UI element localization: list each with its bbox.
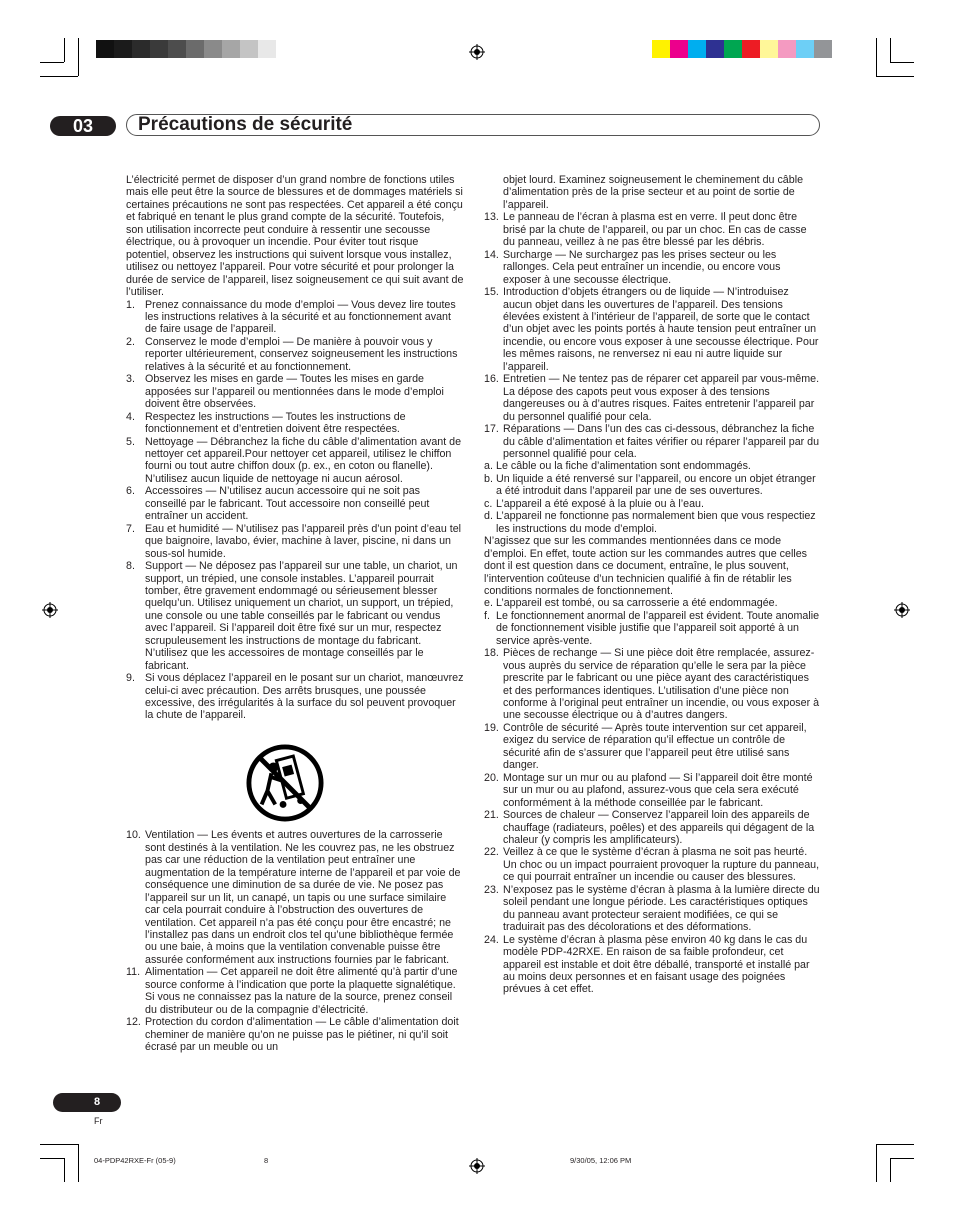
list-item <box>126 966 464 1016</box>
calibration-swatch <box>132 40 150 58</box>
crop-mark <box>890 62 914 63</box>
list-item <box>484 423 820 460</box>
list-item-text: Contrôle de sécurité — Après toute intervention sur cet appareil, exigez du service de réparation qu’il effectue un contrôle de sécurité afin de s’assurer que l’appareil peut être utilisé sans danger. <box>503 721 807 772</box>
list-item-text: Support — Ne déposez pas l’appareil sur une table, un chariot, un support, un trépied, une console instables. L’appareil pourrait tomber, être gravement endommagé ou sérieusement blesser quelqu’un. Utilisez uniquement un chariot, un support, un trépied, une console ou une table conseillés par le fabricant ou vendus avec l’appareil. Si l’appareil doit être fixé sur un mur, respectez scrupuleusement les instructions de montage du fabricant. N’utilisez que les accessoires de montage conseillés par le fabricant. <box>145 560 458 672</box>
continuation-paragraph: objet lourd. Examinez soigneusement le cheminement du câble d’alimentation près de la prise secteur et au point de sortie de l’appareil. <box>503 174 804 211</box>
list-item <box>126 373 464 410</box>
list-item <box>484 373 820 423</box>
sub-list-item-text: Un liquide a été renversé sur l’appareil, ou encore un objet étranger a été introduit dans l’appareil par une de ses ouvertures. <box>496 472 816 498</box>
list-item <box>126 411 464 436</box>
list-item <box>484 809 820 846</box>
list-item-text: Montage sur un mur ou au plafond — Si l’appareil doit être monté sur un mur ou au plafond, assurez-vous que cela sera exécuté conformément à la méthode conseillée par le fabricant. <box>503 771 813 809</box>
crop-mark <box>40 62 64 63</box>
list-item-text: Pièces de rechange — Si une pièce doit être remplacée, assurez-vous auprès du service de réparation qu’elle le sera par la pièce prescrite par le fabricant ou une pièce ayant des caractéristiques et des performances identiques. L’utilisation d’une pièce non conforme à l’original peut entraîner un incendie, ou vous exposer à une secousse électrique ou à d’autres dangers. <box>503 647 820 722</box>
crop-mark <box>890 1158 891 1182</box>
list-item <box>484 772 820 809</box>
list-item <box>126 336 464 373</box>
footer-date: 9/30/05, 12:06 PM <box>570 1156 632 1165</box>
calibration-swatch <box>742 40 760 58</box>
right-column <box>484 174 820 996</box>
language-code: Fr <box>94 1116 103 1126</box>
list-item-number: 24. <box>484 933 499 946</box>
registration-mark-icon <box>469 44 485 60</box>
calibration-swatch <box>778 40 796 58</box>
calibration-swatch <box>186 40 204 58</box>
list-item <box>126 299 464 336</box>
calibration-swatch <box>204 40 222 58</box>
crop-mark <box>78 38 79 76</box>
list-item-text: Si vous déplacez l’appareil en le posant sur un chariot, manœuvrez celui-ci avec précaution. Des arrêts brusques, une poussée excessive, des irrégularités à la surface du sol peuvent provoquer la chute de l’appareil. <box>145 672 464 722</box>
sub-list-item-text: L’appareil est tombé, ou sa carrosserie a été endommagée. <box>496 597 778 610</box>
registration-mark-icon <box>42 602 58 618</box>
sub-list-item <box>484 460 820 472</box>
cart-warning-icon <box>246 744 324 822</box>
list-item-text: Le panneau de l’écran à plasma est en verre. Il peut donc être brisé par la chute de l’appareil, ou par un choc. En cas de casse du panneau, veillez à ne pas être blessé par les débris. <box>503 211 807 249</box>
list-item <box>126 1016 464 1053</box>
sub-list-item <box>484 498 820 510</box>
list-item <box>126 672 464 722</box>
list-item-text: N’exposez pas le système d’écran à plasma à la lumière directe du soleil pendant une longue période. Les caractéristiques optiques du panneau avant protecteur seraient modifiées, ce qui se traduirait pas des décolorations et des déformations. <box>503 883 820 934</box>
list-item <box>126 560 464 672</box>
sub-list-item-number: c. <box>484 497 493 510</box>
registration-mark-icon <box>894 602 910 618</box>
list-item-text: Réparations — Dans l’un des cas ci-dessous, débranchez la fiche du câble d’alimentation et faites vérifier ou réparer l’appareil par du personnel qualifié pour cela. <box>503 423 820 460</box>
list-item-number: 19. <box>484 721 499 734</box>
sub-list-item-text: Le fonctionnement anormal de l’appareil est évident. Toute anomalie de fonctionnement visible justifie que l’appareil soit apporté à un service après-vente. <box>496 609 820 647</box>
left-column <box>126 174 464 1054</box>
list-item-text: Prenez connaissance du mode d’emploi — Vous devez lire toutes les instructions relatives à la sécurité et au fonctionnement avant de faire usage de l’appareil. <box>145 298 456 336</box>
list-item-text: Surcharge — Ne surchargez pas les prises secteur ou les rallonges. Cela peut entraîner un incendie, ou encore vous exposer à une secousse électrique. <box>503 248 781 286</box>
calibration-swatch <box>114 40 132 58</box>
chapter-number: 03 <box>50 116 116 136</box>
list-item <box>484 286 820 373</box>
calibration-swatch <box>168 40 186 58</box>
calibration-swatch <box>222 40 240 58</box>
color-calibration-bars <box>652 40 832 58</box>
sub-list-item <box>484 473 820 498</box>
sub-list-item-number: b. <box>484 472 493 485</box>
crop-mark <box>876 1144 914 1145</box>
calibration-swatch <box>670 40 688 58</box>
list-item-number: 13. <box>484 211 499 224</box>
list-item-number: 2. <box>126 335 135 348</box>
footer-page: 8 <box>264 1156 269 1165</box>
crop-mark <box>78 1144 79 1182</box>
list-item-text: Introduction d’objets étrangers ou de liquide — N’introduisez aucun objet dans les ouvertures de l’appareil. Des tensions élevées existent à l’intérieur de l’appareil, de sorte que le contact d’un objet avec les points portés à haute tension peut entraîner un incendie, ou encore vous exposer à une secousse électrique. Pour les mêmes raisons, ne renversez ni eau ni autre liquide sur l’appareil. <box>503 286 819 373</box>
sub-list-item-number: d. <box>484 510 493 523</box>
list-item-number: 12. <box>126 1016 141 1029</box>
list-item-text: Le système d’écran à plasma pèse environ 40 kg dans le cas du modèle PDP-42RXE. En raison de sa faible profondeur, cet appareil est instable et doit être déballé, transporté et installé par au moins deux personnes et en faisant usage des poignées prévues à cet effet. <box>503 933 810 996</box>
list-item-text: Accessoires — N’utilisez aucun accessoire qui ne soit pas conseillé par le fabricant. Tout accessoire non conseillé peut entraîner un accident. <box>145 485 430 523</box>
crop-mark <box>64 38 65 62</box>
list-item <box>484 211 820 248</box>
crop-mark <box>40 1144 78 1145</box>
crop-mark <box>876 1144 877 1182</box>
list-item-number: 20. <box>484 771 499 784</box>
calibration-swatch <box>796 40 814 58</box>
calibration-swatch <box>706 40 724 58</box>
list-item-text: Veillez à ce que le système d’écran à plasma ne soit pas heurté. Un choc ou un impact pourraient provoquer la rupture du panneau, ce qui pourrait entraîner un incendie ou causer des blessures. <box>503 846 820 884</box>
list-item-text: Eau et humidité — N’utilisez pas l’appareil près d’un point d’eau tel que baignoire, lavabo, évier, machine à laver, piscine, ni dans un sous-sol humide. <box>145 522 462 560</box>
calibration-swatch <box>96 40 114 58</box>
list-item-number: 5. <box>126 435 135 448</box>
sub-list-item-text: Le câble ou la fiche d’alimentation sont endommagés. <box>496 460 751 473</box>
list-item-number: 15. <box>484 286 499 299</box>
chapter-title: Précautions de sécurité <box>138 114 353 135</box>
list-item <box>484 722 820 772</box>
registration-mark-icon <box>469 1158 485 1174</box>
footer-file: 04-PDP42RXE-Fr (05-9) <box>94 1156 176 1165</box>
calibration-swatch <box>150 40 168 58</box>
list-item-text: Entretien — Ne tentez pas de réparer cet appareil par vous-même. La dépose des capots peut vous exposer à des tensions dangereuses ou à d’autres risques. Faites entretenir l’appareil par du personnel qualifié pour cela. <box>503 373 820 423</box>
list-item-text: Observez les mises en garde — Toutes les mises en garde apposées sur l’appareil ou mentionnées dans le mode d’emploi doivent être observées. <box>145 373 444 411</box>
list-item-number: 9. <box>126 672 135 685</box>
calibration-swatch <box>760 40 778 58</box>
crop-mark <box>876 76 914 77</box>
list-item <box>126 436 464 486</box>
list-item-number: 22. <box>484 846 499 859</box>
calibration-swatch <box>724 40 742 58</box>
list-item-text: Alimentation — Cet appareil ne doit être alimenté qu’à partir d’une source conforme à l’indication que porte la plaquette signalétique. Si vous ne connaissez pas la nature de la source, prenez conseil du distributeur ou de la compagnie d’électricité. <box>145 966 458 1016</box>
list-item-number: 17. <box>484 423 499 436</box>
list-item-text: Nettoyage — Débranchez la fiche du câble d’alimentation avant de nettoyer cet appareil.Pour nettoyer cet appareil, utilisez le chiffon fourni ou tout autre chiffon doux (p. ex., en coton ou flanelle). N’utilisez aucun liquide de nettoyage ni aucun aérosol. <box>145 435 462 485</box>
list-item-text: Ventilation — Les évents et autres ouvertures de la carrosserie sont destinés à la ventilation. Ne les couvrez pas, ne les obstruez pas car une réduction de la ventilation peut entraîner une augmentation de la température interne de l’appareil et par voie de conséquence une diminution de sa durée de vie. Ne posez pas l’appareil sur un lit, un canapé, un tapis ou une surface similaire car cela pourrait conduire à l’obstruction des ouvertures de ventilation. Cet appareil n’a pas été conçu pour être encastré; ne l’installez pas dans un endroit clos tel qu’une bibliothèque fermée ou une baie, à moins que la ventilation convenable puisse être assurée conformément aux instructions fournies par le fabricant. <box>145 829 461 966</box>
list-item-number: 18. <box>484 647 499 660</box>
list-item-text: Respectez les instructions — Toutes les instructions de fonctionnement et d’entretien doivent être respectées. <box>145 410 406 436</box>
list-item-number: 21. <box>484 809 499 822</box>
list-item-number: 14. <box>484 248 499 261</box>
list-item <box>484 884 820 934</box>
list-item-number: 4. <box>126 410 135 423</box>
list-item <box>484 249 820 286</box>
crop-mark <box>876 38 877 76</box>
sub-list-item-number: e. <box>484 597 493 610</box>
list-item <box>126 485 464 522</box>
list-item-number: 10. <box>126 829 141 842</box>
list-item-number: 3. <box>126 373 135 386</box>
list-item-number: 6. <box>126 485 135 498</box>
sub-list-item <box>484 597 820 609</box>
crop-mark <box>890 38 891 62</box>
list-item-number: 8. <box>126 560 135 573</box>
list-item-number: 7. <box>126 522 135 535</box>
sub-list-item-text: L’appareil a été exposé à la pluie ou à l’eau. <box>496 497 704 510</box>
calibration-swatch <box>652 40 670 58</box>
list-item <box>484 647 820 722</box>
list-item-number: 23. <box>484 883 499 896</box>
crop-mark <box>40 1158 64 1159</box>
list-item-text: Sources de chaleur — Conservez l’appareil loin des appareils de chauffage (radiateurs, poêles) et des appareils qui dégagent de la chaleur (y compris les amplificateurs). <box>503 809 815 847</box>
list-item-number: 11. <box>126 966 141 979</box>
page-number: 8 <box>94 1096 101 1108</box>
calibration-swatch <box>688 40 706 58</box>
intro-paragraph: L’électricité permet de disposer d’un grand nombre de fonctions utiles mais elle peut être la source de blessures et de dommages matériels si certaines précautions ne sont pas respectées. Cet appareil a été conçu et fabriqué en tenant le plus grand compte de la sécurité. Toutefois, son utilisation incorrecte peut conduire à ressentir une secousse électrique, ou à provoquer un incendie. Pour éviter tout risque potentiel, observez les instructions qui suivent lorsque vous installez, utilisez ou nettoyez l’appareil. Pour votre sécurité et pour prolonger la durée de service de l’appareil, lisez soigneusement ce qui suit avant de l’utiliser. <box>126 174 464 299</box>
crop-mark <box>40 76 78 77</box>
list-item <box>484 846 820 883</box>
calibration-swatch <box>258 40 276 58</box>
list-item <box>126 523 464 560</box>
page-number-badge <box>53 1093 121 1112</box>
list-item-number: 16. <box>484 373 499 386</box>
list-item-text: Protection du cordon d’alimentation — Le câble d’alimentation doit cheminer de manière qu’on ne puisse pas le piétiner, ni qu’il soit écrasé par un meuble ou un <box>145 1016 459 1054</box>
sub-list-item-number: a. <box>484 460 493 473</box>
calibration-swatch <box>814 40 832 58</box>
sub-list-item <box>484 510 820 535</box>
calibration-swatch <box>240 40 258 58</box>
list-item <box>484 934 820 996</box>
list-item <box>126 829 464 966</box>
list-item-number: 1. <box>126 298 135 311</box>
crop-mark <box>890 1158 914 1159</box>
sub-d-continuation: N’agissez que sur les commandes mentionnées dans ce mode d’emploi. En effet, toute action sur les commandes autres que celles dont il est question dans ce document, entraîne, le plus souvent, l’intervention coûteuse d’un technicien qualifié à fin de rétablir les conditions normales de fonctionnement. <box>484 535 807 597</box>
sub-list-item-number: f. <box>484 609 490 622</box>
sub-list-item <box>484 610 820 647</box>
sub-list-item-text: L’appareil ne fonctionne pas normalement bien que vous respectiez les instructions du mode d’emploi. <box>496 510 816 535</box>
gray-calibration-bars <box>96 40 276 58</box>
list-item-text: Conservez le mode d’emploi — De manière à pouvoir vous y reporter ultérieurement, conservez soigneusement les instructions relatives à la sécurité et au fonctionnement. <box>145 335 458 373</box>
crop-mark <box>64 1158 65 1182</box>
